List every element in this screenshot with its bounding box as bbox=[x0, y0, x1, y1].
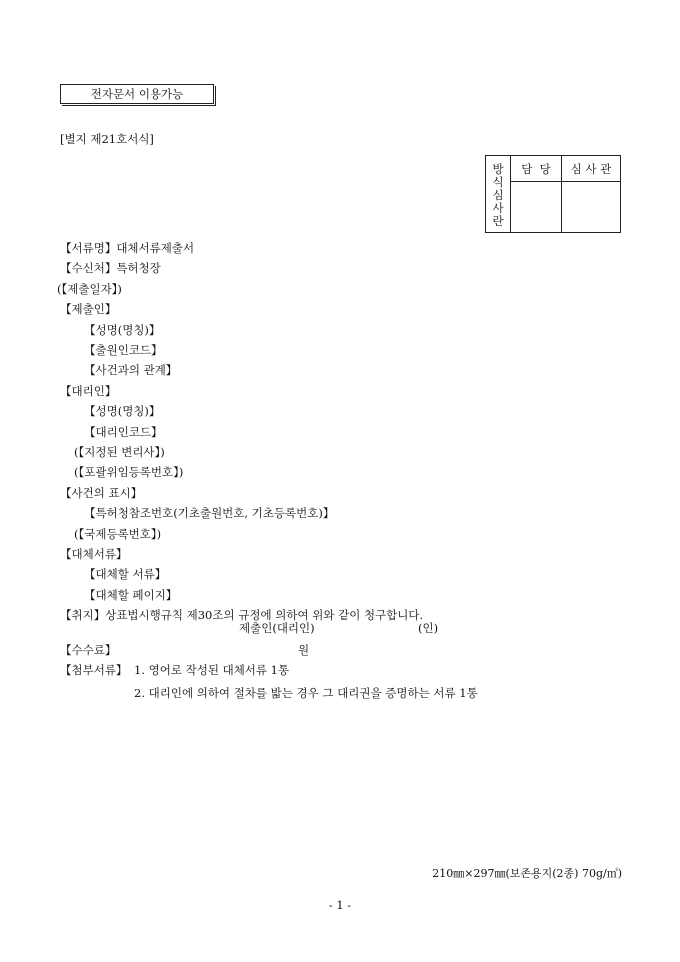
submitter-label: 제출인(대리인) bbox=[239, 621, 315, 635]
examination-box bbox=[485, 155, 621, 233]
fee-unit: 원 bbox=[298, 643, 310, 657]
form-field-line: 【성명(명칭)】 bbox=[84, 404, 161, 419]
form-field-line: 【대리인】 bbox=[60, 383, 117, 398]
form-field-line: 【사건의 표시】 bbox=[60, 485, 143, 500]
form-field-line: (【제출일자】) bbox=[57, 281, 122, 296]
form-field-line: (【지정된 변리사】) bbox=[74, 445, 165, 459]
form-field-line: 【대체할 페이지】 bbox=[84, 587, 178, 602]
attachment-item-1: 1. 영어로 작성된 대체서류 1통 bbox=[134, 663, 290, 677]
form-field-line: 【성명(명칭)】 bbox=[84, 322, 161, 337]
form-field-line: (【포괄위임등록번호】) bbox=[74, 465, 184, 480]
form-field-line: 【대리인코드】 bbox=[84, 424, 163, 439]
form-field-line: 【서류명】대체서류제출서 bbox=[60, 241, 195, 255]
form-field-line: 【취지】상표법시행규칙 제30조의 규정에 의하여 위와 같이 청구합니다. bbox=[60, 608, 424, 623]
exam-col-examiner: 심 사 관 bbox=[562, 156, 621, 182]
exam-cell-in-charge bbox=[511, 182, 562, 233]
fee-label: 【수수료】 bbox=[60, 643, 117, 657]
exam-col-in-charge: 담 당 bbox=[511, 156, 562, 182]
form-number: [별지 제21호서식] bbox=[60, 132, 154, 146]
attachments-label: 【첨부서류】 bbox=[60, 663, 128, 677]
form-field-line: 【제출인】 bbox=[60, 302, 117, 317]
form-field-line: 【대체서류】 bbox=[60, 547, 128, 561]
attachment-item-2: 2. 대리인에 의하여 절차를 밟는 경우 그 대리권을 증명하는 서류 1통 bbox=[134, 686, 478, 700]
form-field-line: 【특허청참조번호(기초출원번호, 기초등록번호)】 bbox=[84, 506, 335, 521]
form-field-line: 【사건과의 관계】 bbox=[84, 363, 178, 378]
form-field-line: 【대체할 서류】 bbox=[84, 567, 167, 582]
form-field-line: 【수신처】특허청장 bbox=[60, 261, 161, 276]
exam-cell-examiner bbox=[562, 182, 621, 233]
paper-spec: 210㎜×297㎜(보존용지(2종) 70g/㎡) bbox=[432, 867, 622, 880]
seal-mark: (인) bbox=[418, 621, 439, 635]
exam-vertical-label: 방 식 심 사 란 bbox=[486, 156, 511, 233]
form-field-line: (【국제등록번호】) bbox=[74, 526, 162, 541]
form-field-line: 【출원인코드】 bbox=[84, 343, 163, 357]
electronic-document-badge: 전자문서 이용가능 bbox=[60, 84, 214, 104]
page-number: - 1 - bbox=[328, 898, 352, 912]
